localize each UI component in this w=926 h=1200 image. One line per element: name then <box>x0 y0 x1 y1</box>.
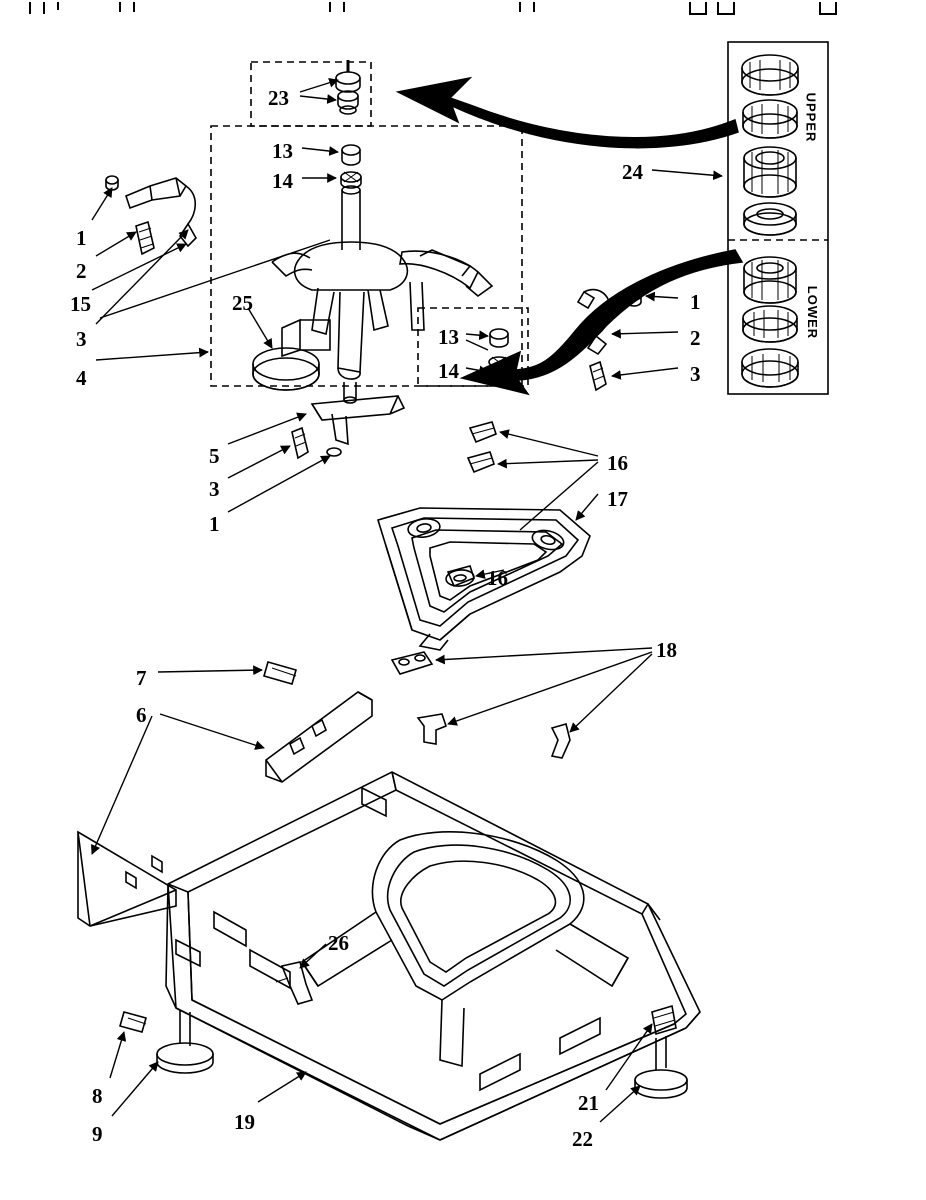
callout-1-left: 1 <box>76 226 87 250</box>
callout-3-left: 3 <box>76 327 87 351</box>
callout-14-upper: 14 <box>272 169 293 193</box>
callout-17: 17 <box>607 487 628 511</box>
panel-label-lower: LOWER <box>805 285 821 340</box>
callout-22: 22 <box>572 1127 593 1151</box>
callout-16-upper: 16 <box>607 451 628 475</box>
callout-24: 24 <box>622 160 643 184</box>
callout-19: 19 <box>234 1110 255 1134</box>
callout-13-lower: 13 <box>438 325 459 349</box>
callout-3-right: 3 <box>690 362 701 386</box>
callout-4: 4 <box>76 366 87 390</box>
callout-16-lower: 16 <box>487 566 508 590</box>
callout-14-lower: 14 <box>438 359 459 383</box>
panel-label-upper: UPPER <box>803 92 819 143</box>
callout-15: 15 <box>70 292 91 316</box>
callout-8: 8 <box>92 1084 103 1108</box>
callout-5: 5 <box>209 444 220 468</box>
callout-1-right: 1 <box>690 290 701 314</box>
callout-3-bracket: 3 <box>209 477 220 501</box>
callout-2-right: 2 <box>690 326 701 350</box>
callout-7: 7 <box>136 666 147 690</box>
callout-1-bracket: 1 <box>209 512 220 536</box>
callout-26: 26 <box>328 931 349 955</box>
callout-13-upper: 13 <box>272 139 293 163</box>
callout-25: 25 <box>232 291 253 315</box>
callout-6: 6 <box>136 703 147 727</box>
callout-2-left: 2 <box>76 259 87 283</box>
callout-18: 18 <box>656 638 677 662</box>
callout-21: 21 <box>578 1091 599 1115</box>
callout-9: 9 <box>92 1122 103 1146</box>
callout-23: 23 <box>268 86 289 110</box>
